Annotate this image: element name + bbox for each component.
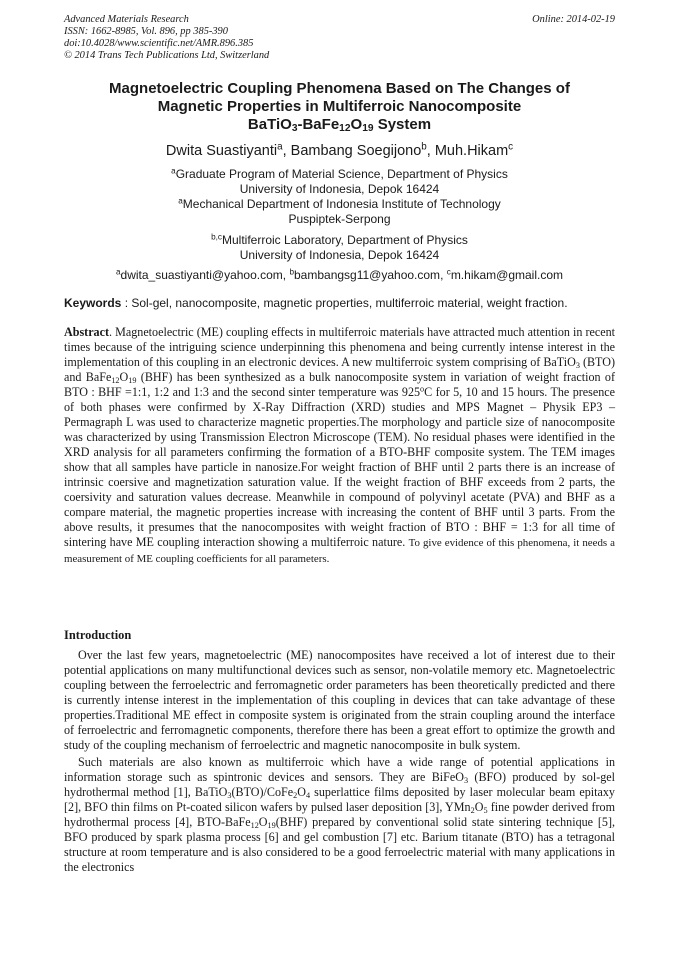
introduction-body xyxy=(64,648,615,875)
email-3[interactable]: m.hikam@gmail.com xyxy=(450,268,564,282)
journal-header xyxy=(64,14,615,62)
title-line-3: $BaTiO_3-BaFe_{12}O_{19}$ System xyxy=(247,116,432,135)
abstract: Abstract. Magnetoelectric (ME) coupling effects in multiferroic materials have attracted much attention in recent times because of the intriguing science underpinning this phenomena and being currently intense interest in the implementation of this coupling in an electronic devices. A new multiferroic system comprising of BaTiO$_3$ (BTO) and $BaFe_{12}O_{19}$ (BHF) has been synthesized as a bulk nanocomposite system in variation of weight fraction of BTO : BHF =1:1, 1:2 and 1:3 and the second sinter temperature was 925$^o$C for 5, 10 and 15 hours. The presence of both phases were confirmed by X-Ray Diffraction (XRD) studies and MPS Magnet – Physik EP3 – Permagraph L was used to characterize magnetic properties.The morphology and particle size of nanocomposite was characterized by using Transmission Electron Microscope (TEM). No residual phases were identified in the XRD analysis for all parameters confirming the formation of a BTO-BHF composite system. The TEM images show that all samples have particle in nanosize.For weight fraction of BHF until 2 parts there is an increase of intrinsic coersive and magnetization saturation value. If the weight fraction of BHF exceeds from 2 parts, the coersivity and saturation values decrease. Meanwhile in compound of polyvinyl acetate (PVA) and BHF as a compare material, the magnetic properties increase with increasing the content of BHF until 3 parts. From the above results, it presumes that the nanocomposites with weight fraction of BTO : BHF = 1:3 for all time of sintering have ME coupling interaction showing a multiferroic nature. To give evidence of this phenomena, it needs a measurement of ME coupling coefficients for all parameters. xyxy=(64,325,615,565)
email-2[interactable]: bambangsg11@yahoo.com xyxy=(294,268,441,282)
issn-line: ISSN: 1662-8985, Vol. 896, pp 385-390 xyxy=(64,26,228,37)
email-line: $^a$dwita_suastiyanti@yahoo.com, $^b$bambangsg11@yahoo.com, $^c$m.hikam@gmail.com xyxy=(115,267,564,282)
doi-line: doi:10.4028/www.scientific.net/AMR.896.385 xyxy=(64,38,254,49)
intro-paragraph-1: Over the last few years, magnetoelectric (ME) nanocomposites have received a lot of interest due to their potential applications on many multifunctional devices such as sensor, non-volatile memory etc. Magnetoelectric coupling between the ferroelectric and ferromagnetic order parameters has been theoretically predicted and there is currently intense interest in the implementation of this coupling in devices that can take advantage of these properties.Traditional ME effect in composite system is originated from the strain coupling around the interface of ferroelectric and ferromagnetic components, therefore there has been a great effort to optimize the growth and study of the coupling mechanism of ferroelectric and magnetic nanocomposite in bulk system. xyxy=(64,648,615,752)
affiliation-2: $^a$Mechanical Department of Indonesia Institute of Technology Puspiptek-Serpong xyxy=(178,196,501,226)
title-line-1: Magnetoelectric Coupling Phenomena Based on The Changes of xyxy=(109,80,570,97)
author-3: Muh.Hikam xyxy=(434,143,509,159)
journal-name: Advanced Materials Research xyxy=(64,14,189,25)
keywords-label: Keywords xyxy=(64,296,122,310)
keywords-text: : Sol-gel, nanocomposite, magnetic properties, multiferroic material, weight fraction. xyxy=(121,296,568,310)
section-heading-introduction: Introduction xyxy=(64,628,132,642)
author-1: Dwita Suastiyanti xyxy=(165,143,278,159)
intro-paragraph-2: Such materials are also known as multiferroic which have a wide range of potential applications in information storage such as spintronic devices and sensors. They are BiFeO$_3$ (BFO) produced by sol-gel hydrothermal method [1], $BaTiO_3(BTO)/CoFe_2O_4$ superlattice films deposited by laser molecular beam epitaxy [2], BFO thin films on Pt-coated silicon wafers by pulsed laser deposition [3], $YMn_2O_5$ fine powder derived from hydrothermal process [4], BTO-$BaFe_{12}O_{19}(BHF)$ prepared by conventional solid state sintering technique [5], BFO produced by spark plasma process [6] and gel combustion [7] etc. Barium titanate (BTO) has a tetragonal structure at room temperature and is also considered to be a good ferroelectric material with many applications in the electronics xyxy=(64,755,616,874)
keywords xyxy=(64,296,615,311)
author-list: Dwita Suastiyanti$^a$, Bambang Soegijono$^b$, Muh.Hikam$^c$ xyxy=(165,141,514,159)
online-date: Online: 2014-02-19 xyxy=(532,14,615,25)
copyright-line: © 2014 Trans Tech Publications Ltd, Switzerland xyxy=(64,50,270,61)
affiliation-3: $^{b,c}$Multiferroic Laboratory, Department of Physics University of Indonesia, Depok 16424 xyxy=(211,232,468,262)
email-1[interactable]: dwita_suastiyanti@yahoo.com xyxy=(120,268,283,282)
title-line-2: Magnetic Properties in Multiferroic Nanocomposite xyxy=(157,98,522,115)
affiliation-1: $^a$Graduate Program of Material Science, Department of Physics University of Indonesia, Depok 16424 xyxy=(171,166,508,196)
author-2: Bambang Soegijono xyxy=(290,143,422,159)
paper-title xyxy=(64,80,615,134)
abstract-label: Abstract xyxy=(64,325,110,339)
